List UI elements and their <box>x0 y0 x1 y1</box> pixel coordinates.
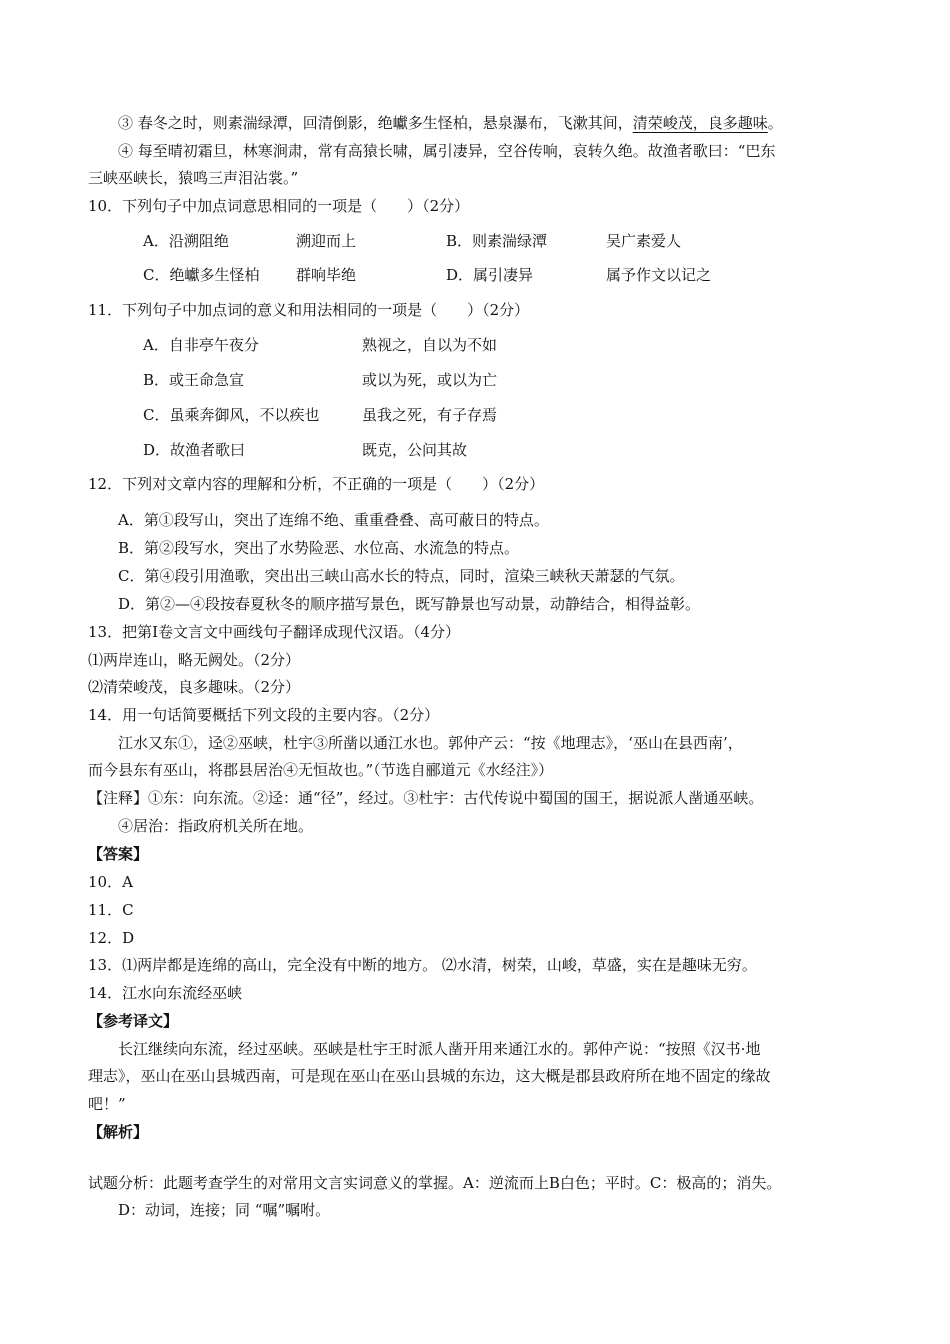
answers-heading: 【答案】 <box>88 845 149 863</box>
passage-paragraph-3 <box>118 113 783 133</box>
translation-heading: 【参考译文】 <box>88 1012 179 1030</box>
passage-paragraph-4-line1: ④ 每至晴初霜旦，林寒涧肃，常有高猿长啸，属引凄异，空谷传响，哀转久绝。故渔者歌曰：“巴东 <box>118 142 776 160</box>
underlined-sentence: 清荣峻茂，良多趣味 <box>632 114 768 132</box>
answer-11: 11．C <box>88 901 134 919</box>
q11-option-c-left: C．虽乘奔御风，不以疾也 <box>143 406 320 424</box>
q11-option-c-right: 虽我之死，有子存焉 <box>362 406 498 424</box>
paragraph-3-end: 。 <box>767 114 783 132</box>
q13-sentence-1: ⑴两岸连山，略无阙处。（2分） <box>88 651 301 669</box>
answer-12: 12．D <box>88 929 135 947</box>
q14-note-line2: ④居治：指政府机关所在地。 <box>118 817 314 835</box>
translation-line3: 吧！” <box>88 1095 126 1113</box>
q14-text-line1: 江水又东①，迳②巫峡，杜宇③所凿以通江水也。郭仲产云：“按《地理志》，‘巫山在县西南’， <box>118 734 743 752</box>
q11-option-a-left: A．自非亭午夜分 <box>143 336 259 354</box>
translation-line2: 理志》，巫山在巫山县城西南，可是现在巫山在巫山县城的东边，这大概是郡县政府所在地不固定的缘故 <box>88 1067 771 1085</box>
q10-option-d-left: D．属引凄异 <box>446 266 534 284</box>
q14-text-line2: 而今县东有巫山，将郡县居治④无恒故也。”（节选自郦道元《水经注》） <box>88 761 554 779</box>
passage-paragraph-4-line2: 三峡巫峡长，猿鸣三声泪沾裳。” <box>88 169 299 187</box>
q10-option-b-left: B．则素湍绿潭 <box>446 232 548 250</box>
translation-line1: 长江继续向东流，经过巫峡。巫峡是杜宇王时派人凿开用来通江水的。郭仲产说：“按照《汉书·地 <box>118 1040 761 1058</box>
q12-option-a: A．第①段写山，突出了连绵不绝、重重叠叠、高可蔽日的特点。 <box>118 511 549 529</box>
q12-option-b: B．第②段写水，突出了水势险恶、水位高、水流急的特点。 <box>118 539 520 557</box>
q12-option-c: C．第④段引用渔歌，突出出三峡山高水长的特点，同时，渲染三峡秋天萧瑟的气氛。 <box>118 567 685 585</box>
answer-14: 14．江水向东流经巫峡 <box>88 984 243 1002</box>
q11-option-a-right: 熟视之，自以为不如 <box>362 336 498 354</box>
question-12-stem: 12．下列对文章内容的理解和分析，不正确的一项是（ ）（2分） <box>88 475 545 493</box>
paragraph-3-text: ③ 春冬之时，则素湍绿潭，回清倒影，绝巘多生怪柏，悬泉瀑布，飞漱其间， <box>118 114 633 132</box>
q10-option-c-right: 群响毕绝 <box>296 266 357 284</box>
q10-option-a-left: A．沿溯阻绝 <box>143 232 229 250</box>
question-10-stem: 10．下列句子中加点词意思相同的一项是（ ）（2分） <box>88 197 470 215</box>
q11-option-b-left: B．或王命急宣 <box>143 371 245 389</box>
q11-option-b-right: 或以为死，或以为亡 <box>362 371 498 389</box>
question-14-stem: 14．用一句话简要概括下列文段的主要内容。（2分） <box>88 706 440 724</box>
q10-option-b-right: 吴广素爱人 <box>606 232 682 250</box>
analysis-line2: D：动词，连接；同 “嘱”嘱咐。 <box>118 1201 331 1219</box>
q10-option-c-left: C．绝巘多生怪柏 <box>143 266 260 284</box>
answer-10: 10．A <box>88 873 133 891</box>
q13-sentence-2: ⑵清荣峻茂，良多趣味。（2分） <box>88 678 301 696</box>
q10-option-d-right: 属予作文以记之 <box>606 266 712 284</box>
q11-option-d-right: 既克，公问其故 <box>362 441 468 459</box>
question-11-stem: 11．下列句子中加点词的意义和用法相同的一项是（ ）（2分） <box>88 301 530 319</box>
q10-option-a-right: 溯迎而上 <box>296 232 357 250</box>
q12-option-d: D．第②—④段按春夏秋冬的顺序描写景色，既写静景也写动景，动静结合，相得益彰。 <box>118 595 701 613</box>
analysis-line1: 试题分析：此题考查学生的对常用文言实词意义的掌握。A：逆流而上B白色；平时。C：极高的；消失。 <box>88 1174 782 1192</box>
answer-13: 13．⑴两岸都是连绵的高山，完全没有中断的地方。 ⑵水清，树荣，山峻，草盛，实在是趣味无穷。 <box>88 956 757 974</box>
question-13-stem: 13．把第Ⅰ卷文言文中画线句子翻译成现代汉语。（4分） <box>88 623 461 641</box>
analysis-heading: 【解析】 <box>88 1123 149 1141</box>
q14-note-line1: 【注释】①东：向东流。②迳：通“径”，经过。③杜宇：古代传说中蜀国的国王，据说派人凿通巫峡。 <box>88 789 764 807</box>
q11-option-d-left: D．故渔者歌曰 <box>143 441 246 459</box>
